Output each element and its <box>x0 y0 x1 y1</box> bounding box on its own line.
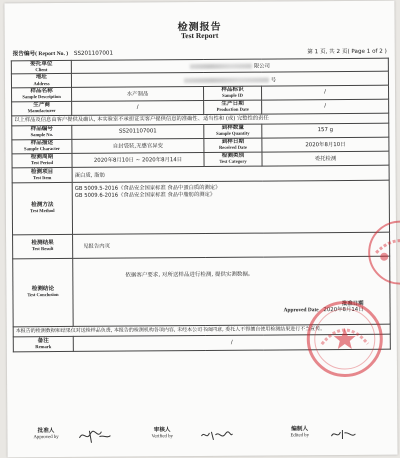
sample-no-row: 样品编号 Sample No. SS201107001 到样数量 Sample Quantity 157 g <box>12 123 389 140</box>
sample-char-row: 样品描述 Sample Character 自封袋装,无感官异变 到样日期 Received Date 2020年8月10日 <box>12 137 389 154</box>
page-info: 第 1 页, 共 2 页( Page 1 of 2 ) <box>307 48 387 56</box>
manufacturer-row: 生产商 Manufacturer / 生产日期 Production Date / <box>12 99 389 116</box>
manufacturer-value: / <box>72 100 204 115</box>
approver-signature <box>77 428 111 447</box>
client-row: 委托单位 Client 限公司 <box>11 58 388 74</box>
approved-date-value: 2020年8月14日 <box>323 307 364 314</box>
test-period-row: 检测周期 Test Period 2020年8月10日 ~ 2020年8月14日 检测类别 Test Category 委托检测 <box>12 151 389 168</box>
editor-signature <box>329 427 357 444</box>
page-edge-seal <box>368 220 400 284</box>
sample-no-value: SS201107001 <box>72 124 204 139</box>
report-sheet <box>4 1 397 458</box>
report-no-label-cn: 报告编号 <box>12 51 36 58</box>
verified-by-label: 审核人 Verified by <box>151 427 173 439</box>
test-result-row: 检测结果 Test Result 见报告内页 <box>13 232 390 259</box>
production-date-value: / <box>262 99 389 114</box>
test-method-row: 检测方法 Test Method GB 5009.5-2016《食品安全国家标准 食品中蛋白质的测定》 GB 5009.6-2016《食品安全国家标准 食品中脂肪的测定》 <box>12 180 389 235</box>
sample-name-row: 样品名称 Sample Description 水产制品 样品标识 Sample ID / <box>12 85 389 102</box>
address-row: 地址 Address 号 <box>11 72 388 88</box>
conclusion-row: 检测结论 Test Conclusion 依据客户要求, 对所送样品进行检测, 提供实测数据。 批准日期 Approved Date 2020年8月14日 <box>13 256 390 327</box>
client-value: 限公司 <box>253 63 270 70</box>
remark-row: 备注 Remark / <box>13 334 390 352</box>
test-item-row: 检测项目 Test Item 蛋白质, 脂肪 <box>12 165 389 183</box>
sample-qty-value: 157 g <box>262 123 389 138</box>
sample-char-value: 自封袋装,无感官异变 <box>72 138 204 153</box>
report-title-en: Test Report <box>180 30 219 41</box>
report-no-label-en: ( Report No. ) <box>35 50 69 58</box>
report-no-value: SS201107001 <box>73 50 114 57</box>
verifier-signature <box>199 428 233 445</box>
redacted-address <box>184 77 269 83</box>
report-title-cn: 检测报告 <box>177 21 222 34</box>
approved-date-label-en: Approved Date <box>283 307 319 314</box>
test-method-line-2: GB 5009.6-2016《食品安全国家标准 食品中脂肪的测定》 <box>74 192 216 200</box>
signature-footer <box>7 424 397 447</box>
test-result-value: 见报告内页 <box>73 232 390 258</box>
test-period-value: 2020年8月10日 ~ 2020年8月14日 <box>72 152 204 167</box>
sample-name-value: 水产制品 <box>72 86 204 101</box>
conclusion-text: 依据客户要求, 对所送样品进行检测, 提供实测数据。 <box>125 271 254 279</box>
official-seal-stamp <box>307 301 384 378</box>
redacted-client <box>190 64 252 69</box>
approved-date-label: 批准日期 <box>341 300 364 307</box>
sample-id-value: / <box>262 85 389 100</box>
remark-value: / <box>73 334 390 351</box>
client-statement: 以上样品及信息由客户提供及确认, 本实验室不承担证实客户提供信息的准确性、适当性和 (或) 完整性的责任 <box>12 113 389 126</box>
test-category-value: 委托检测 <box>262 151 389 166</box>
liability-statement: 本报告的检测数据和结果仅对送检样品负责, 本报告的检测机构各项内容, 未经本公司书面同意, 委托人不得擅自使用检测结果进行不当宣传。 <box>13 324 390 337</box>
approved-by-label: 批准人 Approved by <box>33 428 59 440</box>
address-value: 号 <box>270 77 277 84</box>
edited-by-label: 编制人 Edited by <box>290 426 309 438</box>
received-date-value: 2020年8月10日 <box>262 137 389 152</box>
test-item-value: 蛋白质, 脂肪 <box>72 165 389 182</box>
test-method-line-1: GB 5009.5-2016《食品安全国家标准 食品中蛋白质的测定》 <box>74 184 221 192</box>
report-number <box>13 49 113 58</box>
